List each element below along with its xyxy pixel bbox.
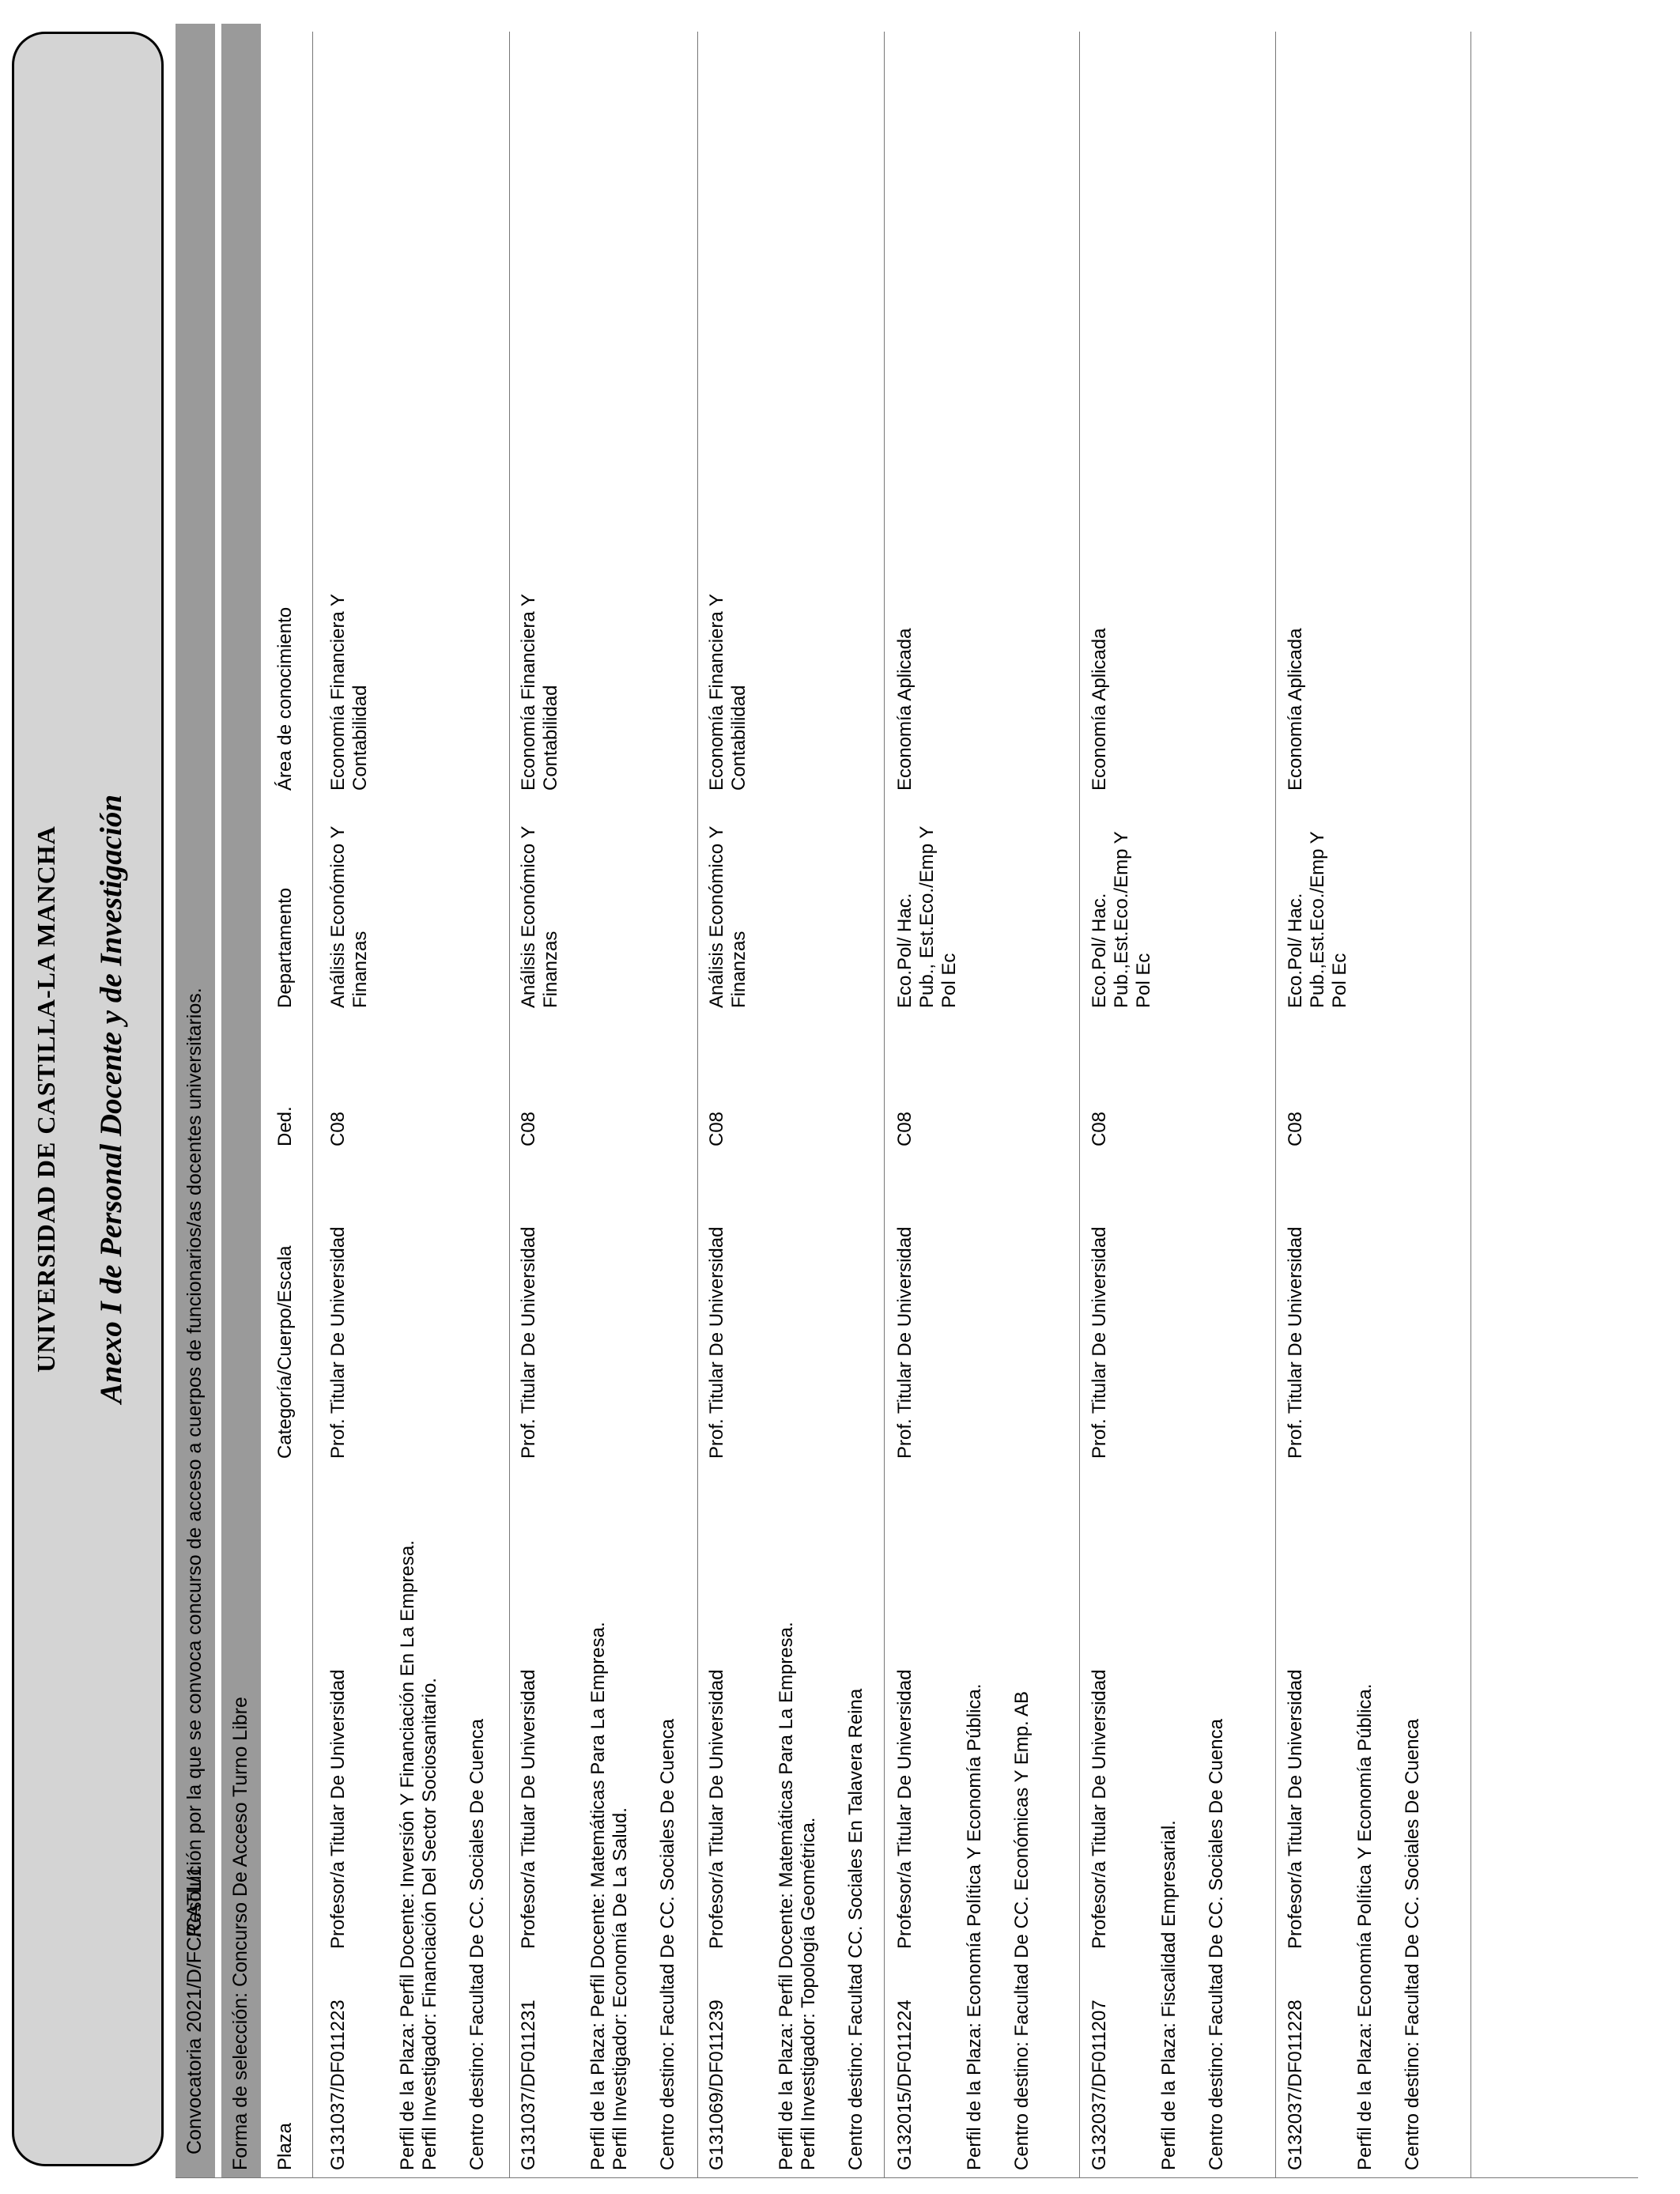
categoria: Prof. Titular De Universidad: [706, 1226, 727, 1459]
perfil-line: Perfil de la Plaza: Fiscalidad Empresarial.: [1158, 1820, 1180, 2170]
row-separator: [697, 32, 698, 2178]
header-categoria: Categoría/Cuerpo/Escala: [274, 1245, 296, 1459]
categoria: Prof. Titular De Universidad: [1285, 1226, 1306, 1459]
categoria: Prof. Titular De Universidad: [518, 1226, 539, 1459]
header-ded: Ded.: [274, 1106, 296, 1146]
departamento-line: Pub., Est.Eco./Emp Y: [916, 825, 938, 1008]
dedicacion: C08: [1089, 1111, 1110, 1146]
departamento-line: Análisis Económico Y: [518, 825, 539, 1008]
dedicacion: C08: [1285, 1111, 1306, 1146]
departamento-line: Eco.Pol/ Hac.: [1089, 893, 1110, 1008]
departamento-line: Finanzas: [349, 931, 371, 1008]
plaza-code: G132037/DF011207: [1089, 2000, 1110, 2170]
convocatoria-resolution: Resolución por la que se convoca concurso de acceso a cuerpos de funcionarios/as docentes universitarios.: [183, 987, 206, 1937]
title-box: [12, 32, 164, 2166]
plaza-code: G131037/DF011231: [518, 2000, 539, 2170]
plaza-code: G132037/DF011228: [1285, 2000, 1306, 2170]
left-rule: [176, 2177, 1638, 2178]
perfil-line: Perfil Investigador: Topología Geométrica.: [798, 1817, 819, 2170]
centro-destino: Centro destino: Facultad De CC. Económicas Y Emp. AB: [1011, 1690, 1033, 2170]
dedicacion: C08: [518, 1111, 539, 1146]
centro-destino: Centro destino: Facultad De CC. Sociales De Cuenca: [466, 1719, 488, 2170]
perfil-line: Perfil de la Plaza: Economía Política Y Economía Pública.: [964, 1683, 985, 2170]
area-line: Contabilidad: [728, 685, 749, 791]
perfil-line: Perfil de la Plaza: Perfil Docente: Matemáticas Para La Empresa.: [587, 1622, 609, 2170]
area-line: Economía Aplicada: [894, 628, 916, 791]
plaza-title: Profesor/a Titular De Universidad: [1285, 1669, 1306, 1949]
area-line: Contabilidad: [349, 685, 371, 791]
perfil-line: Perfil de la Plaza: Economía Política Y Economía Pública.: [1354, 1683, 1376, 2170]
plaza-title: Profesor/a Titular De Universidad: [894, 1669, 916, 1949]
centro-destino: Centro destino: Facultad De CC. Sociales De Cuenca: [1206, 1719, 1227, 2170]
departamento-line: Análisis Económico Y: [706, 825, 727, 1008]
centro-destino: Centro destino: Facultad De CC. Sociales De Cuenca: [657, 1719, 678, 2170]
perfil-line: Perfil de la Plaza: Perfil Docente: Inversión Y Financiación En La Empresa.: [397, 1540, 418, 2170]
centro-destino: Centro destino: Facultad CC. Sociales En Talavera Reina: [845, 1688, 866, 2170]
categoria: Prof. Titular De Universidad: [327, 1226, 349, 1459]
plaza-title: Profesor/a Titular De Universidad: [327, 1669, 349, 1949]
area-line: Economía Aplicada: [1285, 628, 1306, 791]
dedicacion: C08: [894, 1111, 916, 1146]
header-plaza: Plaza: [274, 2122, 296, 2170]
departamento-line: Eco.Pol/ Hac.: [1285, 893, 1306, 1008]
area-line: Economía Financiera Y: [706, 593, 727, 791]
header-area: Área de conocimiento: [274, 606, 296, 791]
plaza-title: Profesor/a Titular De Universidad: [1089, 1669, 1110, 1949]
row-separator: [1079, 32, 1080, 2178]
perfil-line: Perfil de la Plaza: Perfil Docente: Matemáticas Para La Empresa.: [776, 1622, 797, 2170]
departamento-line: Pub.,Est.Eco./Emp Y: [1111, 831, 1132, 1008]
plaza-title: Profesor/a Titular De Universidad: [518, 1669, 539, 1949]
row-separator: [1275, 32, 1276, 2178]
header-departamento: Departamento: [274, 887, 296, 1008]
departamento-line: Eco.Pol/ Hac.: [894, 893, 916, 1008]
area-line: Economía Financiera Y: [327, 593, 349, 791]
forma-seleccion: Forma de selección: Concurso De Acceso Turno Libre: [229, 1697, 251, 2170]
row-separator: [1470, 32, 1471, 2178]
plaza-code: G132015/DF011224: [894, 2000, 916, 2170]
departamento-line: Pub.,Est.Eco./Emp Y: [1307, 831, 1328, 1008]
dedicacion: C08: [327, 1111, 349, 1146]
departamento-line: Finanzas: [540, 931, 561, 1008]
row-separator: [884, 32, 885, 2178]
categoria: Prof. Titular De Universidad: [1089, 1226, 1110, 1459]
plaza-title: Profesor/a Titular De Universidad: [706, 1669, 727, 1949]
perfil-line: Perfil Investigador: Economía De La Salud.: [610, 1807, 631, 2170]
area-line: Economía Financiera Y: [518, 593, 539, 791]
university-name: UNIVERSIDAD DE CASTILLA-LA MANCHA: [32, 825, 60, 1373]
departamento-line: Pol Ec: [1133, 953, 1154, 1008]
perfil-line: Perfil Investigador: Financiación Del Sector Sociosanitario.: [419, 1678, 440, 2170]
area-line: Contabilidad: [540, 685, 561, 791]
plaza-code: G131037/DF011223: [327, 2000, 349, 2170]
categoria: Prof. Titular De Universidad: [894, 1226, 916, 1459]
area-line: Economía Aplicada: [1089, 628, 1110, 791]
annex-title: Anexo I de Personal Docente y de Investigación: [94, 794, 128, 1404]
centro-destino: Centro destino: Facultad De CC. Sociales De Cuenca: [1402, 1719, 1423, 2170]
convocatoria-code: Convocatoria 2021/D/FC/CATL/1: [183, 1866, 206, 2154]
dedicacion: C08: [706, 1111, 727, 1146]
departamento-line: Análisis Económico Y: [327, 825, 349, 1008]
departamento-line: Finanzas: [728, 931, 749, 1008]
departamento-line: Pol Ec: [938, 953, 960, 1008]
row-separator: [312, 32, 313, 2178]
plaza-code: G131069/DF011239: [706, 2000, 727, 2170]
departamento-line: Pol Ec: [1329, 953, 1350, 1008]
row-separator: [509, 32, 510, 2178]
